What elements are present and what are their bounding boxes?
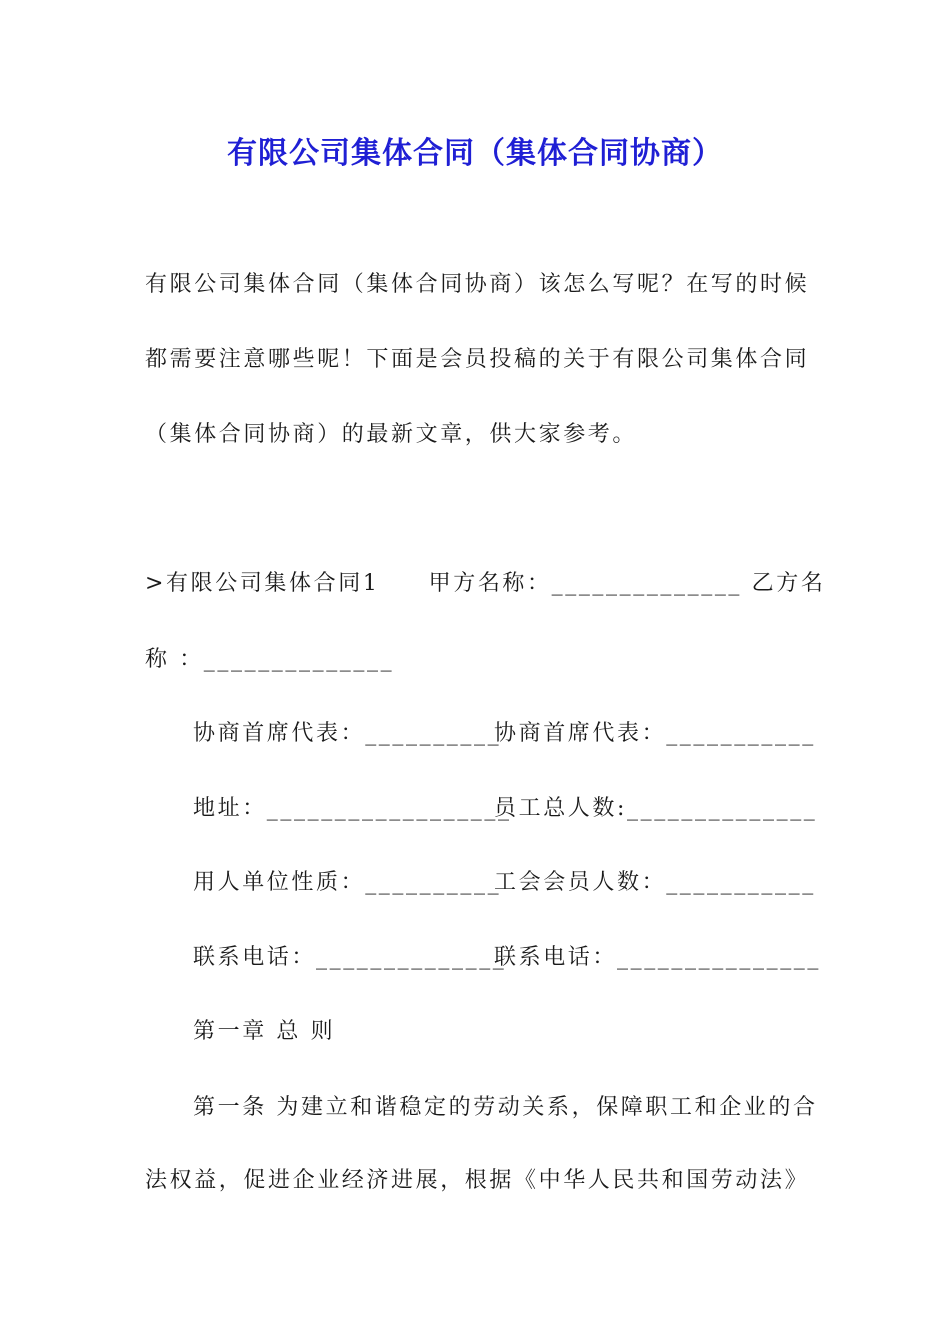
intro-line-1: 有限公司集体合同（集体合同协商）该怎么写呢？在写的时候 <box>145 272 810 297</box>
intro-line-2: 都需要注意哪些呢！下面是会员投稿的关于有限公司集体合同 <box>145 347 810 372</box>
field-union-members: 工会会员人数：___________ <box>494 870 816 895</box>
contract-header-line-2: 称 ：______________ <box>145 647 395 672</box>
contract-header-line-1: >有限公司集体合同1 甲方名称：______________ 乙方名 <box>145 571 826 596</box>
field-phone-b: 联系电话：_______________ <box>494 945 822 970</box>
chapter-heading: 第一章 总 则 <box>193 1019 336 1044</box>
document-title: 有限公司集体合同（集体合同协商） <box>227 136 723 171</box>
field-total-employees: 员工总人数:______________ <box>494 796 818 821</box>
field-address: 地址：__________________ <box>193 796 512 821</box>
field-row <box>193 794 512 824</box>
field-phone-a: 联系电话：______________ <box>193 945 507 970</box>
field-chief-representative-a: 协商首席代表：__________ <box>193 721 502 746</box>
field-row <box>193 719 501 749</box>
article-line-1: 第一条 为建立和谐稳定的劳动关系，保障职工和企业的合 <box>193 1095 818 1120</box>
article-line-2: 法权益，促进企业经济进展，根据《中华人民共和国劳动法》 <box>145 1168 810 1193</box>
intro-line-3: （集体合同协商）的最新文章，供大家参考。 <box>145 422 638 447</box>
field-employer-type: 用人单位性质：__________ <box>193 870 502 895</box>
field-row <box>193 868 501 898</box>
field-chief-representative-b: 协商首席代表：___________ <box>494 721 816 746</box>
field-row <box>193 943 506 973</box>
